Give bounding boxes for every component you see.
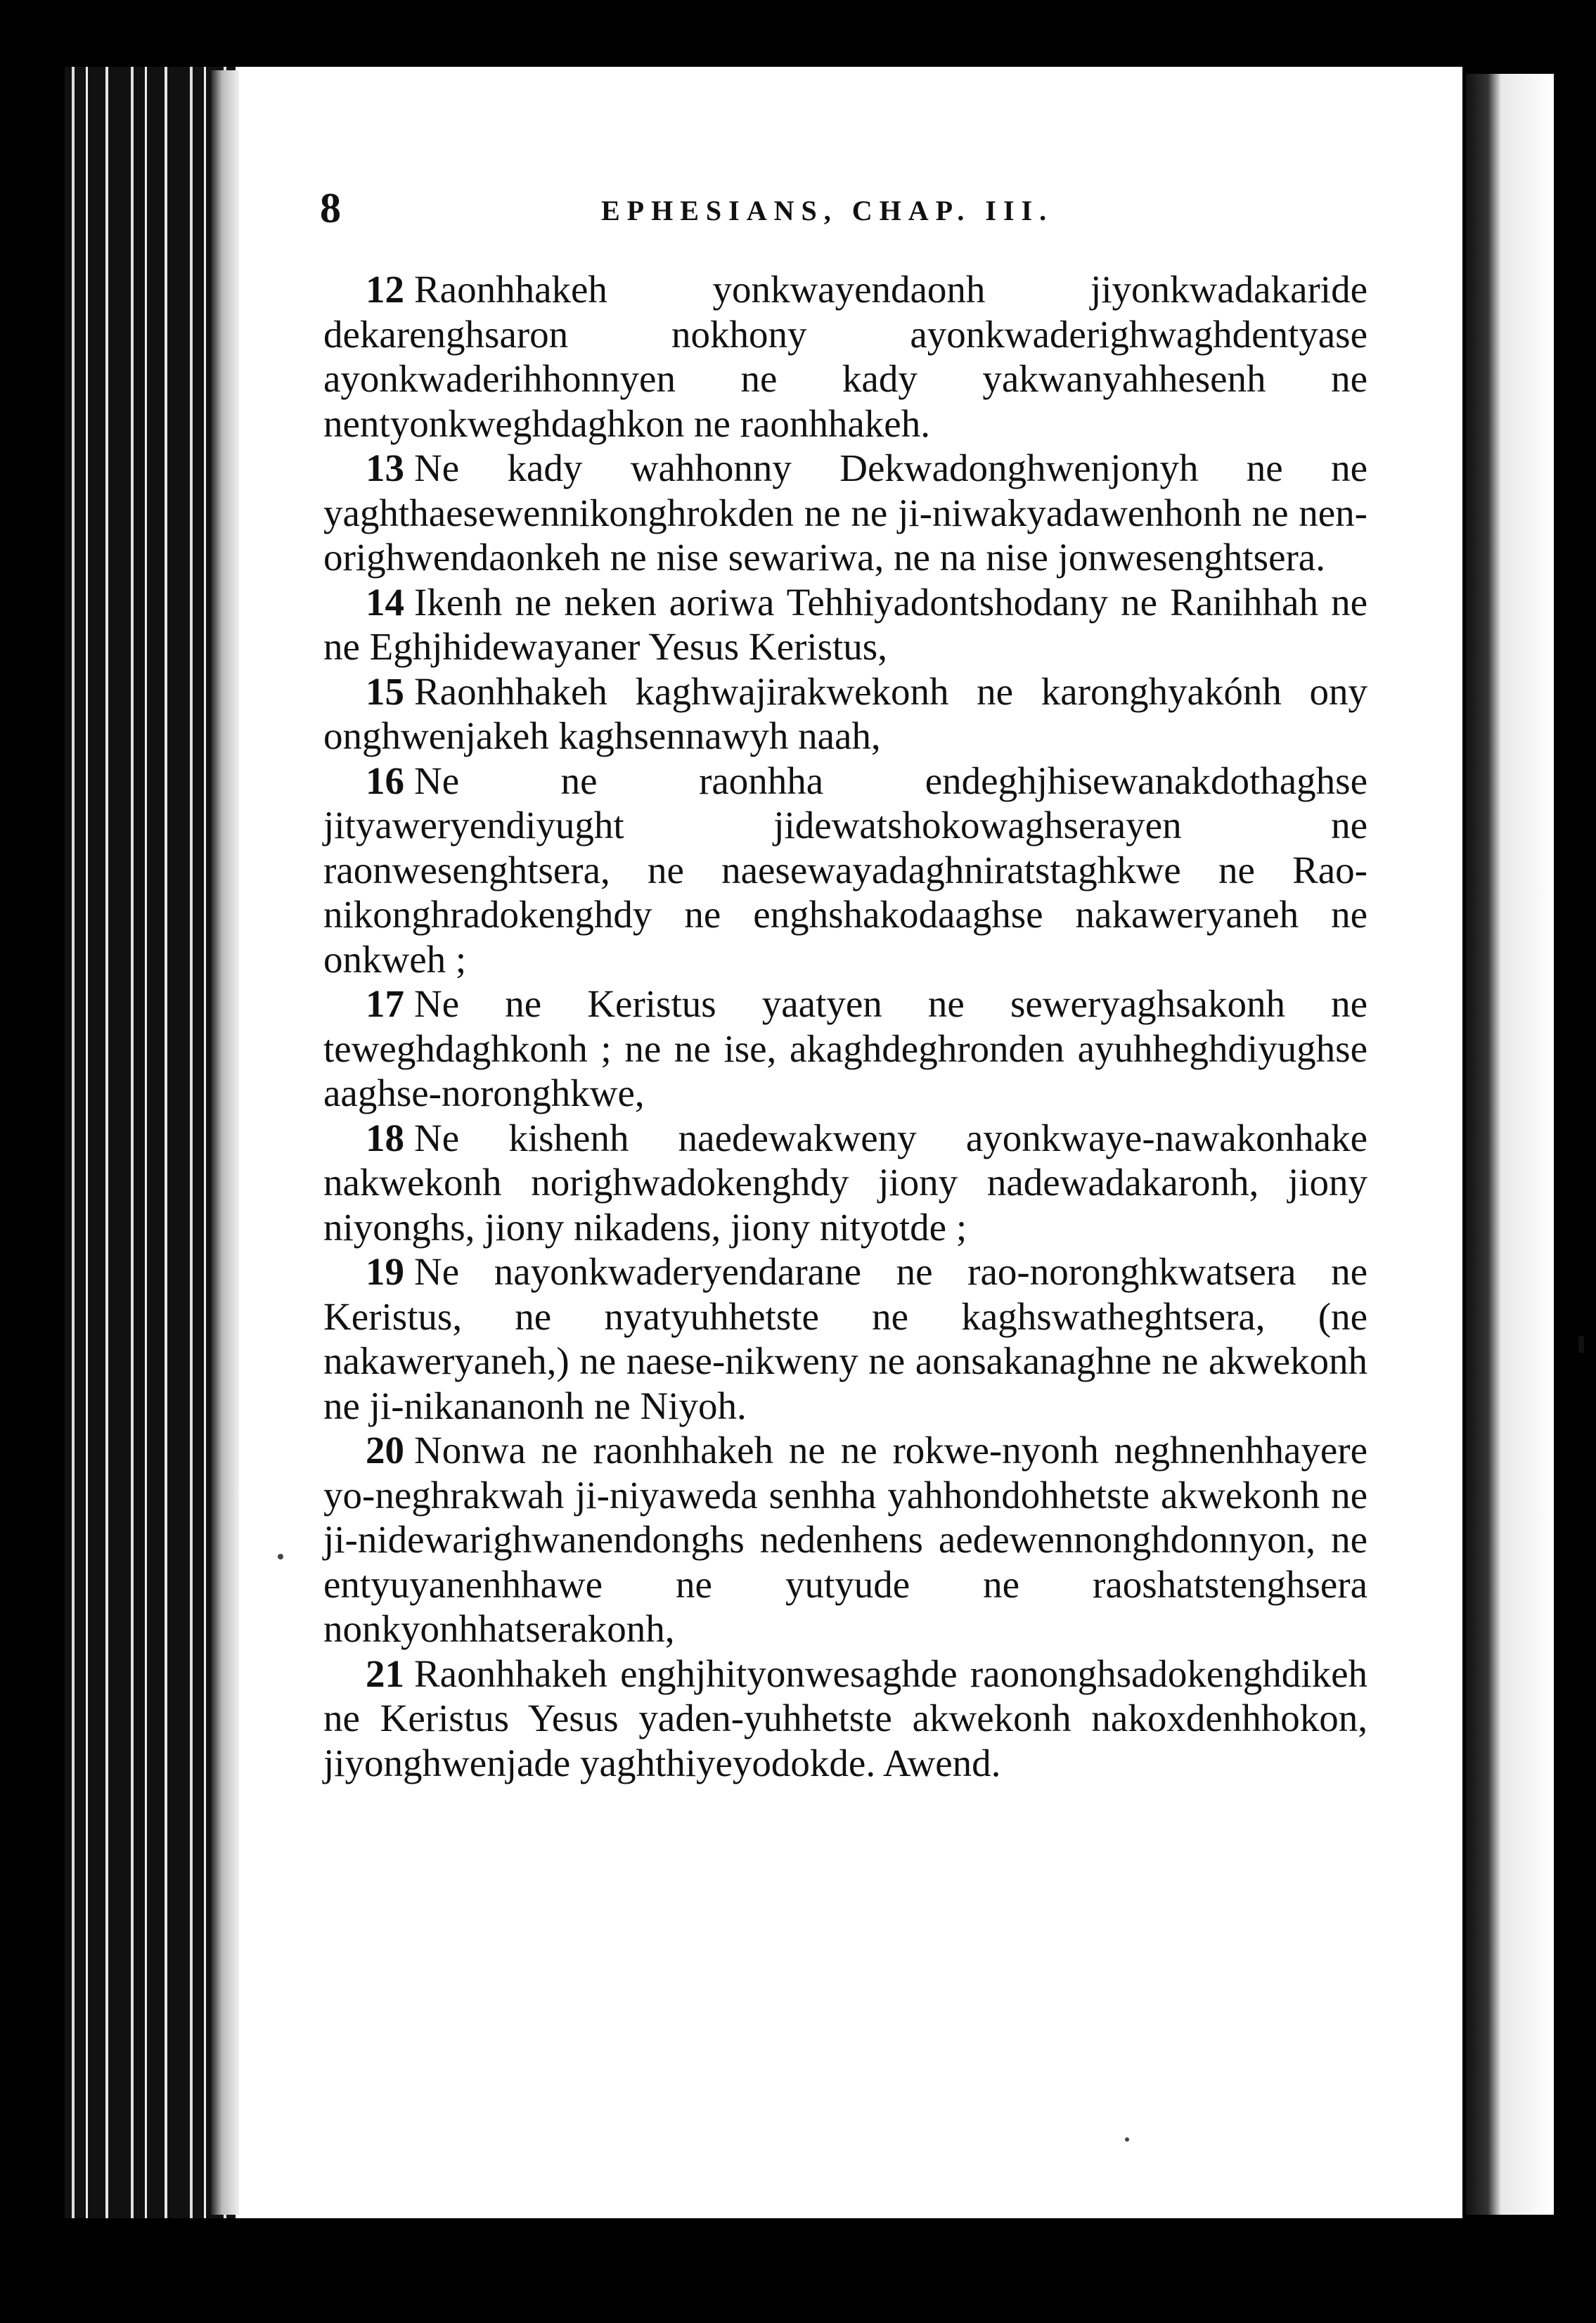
- facing-page-mark: [1578, 1336, 1584, 1353]
- verse-15: [323, 669, 1367, 759]
- verse-text: Raonhhakeh yonkwayendaonh jiyonkwadakaride dekarenghsaron nokhony ayonkwaderighwaghdentyase ayonkwaderihhonnyen ne kady yakwanyahhesenh ne nentyonkweghdaghkon ne raonhhakeh.: [323, 268, 1367, 445]
- page-number: 8: [320, 185, 341, 231]
- verse-number: 14: [366, 580, 404, 624]
- verse-text: Raonhhakeh enghjhityonwesaghde raononghsadokenghdikeh ne Keristus Yesus yaden-yuhhetste akwekonh nakoxdenhhokon, jiyonghwenjade yaghthiyeyodokde. Awend.: [323, 1652, 1367, 1784]
- page-header: [320, 184, 1276, 240]
- verse-number: 21: [366, 1652, 404, 1695]
- scripture-text: [323, 267, 1367, 1785]
- facing-page-edge: [1466, 74, 1554, 2215]
- running-title: EPHESIANS, CHAP. III.: [601, 195, 1054, 226]
- verse-number: 12: [366, 268, 404, 311]
- verse-19: [323, 1249, 1367, 1428]
- verse-21: [323, 1652, 1367, 1786]
- verse-20: [323, 1428, 1367, 1652]
- verse-text: Ne ne Keristus yaatyen ne seweryaghsakonh ne teweghdaghkonh ; ne ne ise, akaghdeghronden ayuhheghdiyughse aaghse-noronghkwe,: [323, 982, 1367, 1114]
- verse-number: 16: [366, 759, 404, 802]
- verse-text: Raonhhakeh kaghwajirakwekonh ne karonghyakónh ony onghwenjakeh kaghsennawyh naah,: [323, 669, 1367, 757]
- verse-text: Ne kishenh naedewakweny ayonkwaye-nawakonhake nakwekonh norighwadokenghdy jiony nadewadakaronh, jiony niyonghs, jiony nikadens, jiony nityotde ;: [323, 1116, 1367, 1249]
- verse-number: 13: [366, 446, 404, 489]
- verse-13: [323, 446, 1367, 580]
- verse-12: [323, 267, 1367, 446]
- verse-number: 19: [366, 1250, 404, 1293]
- verse-text: Ne ne raonhha endeghjhisewanakdothaghse jityaweryendiyught jidewatshokowaghserayen ne raonwesenghtsera, ne naesewayadaghniratstaghkwe ne Rao-nikonghradokenghdy ne enghshakodaaghse nakaweryaneh ne onkweh ;: [323, 759, 1367, 981]
- page-gutter-shadow: [211, 70, 239, 2215]
- verse-14: [323, 580, 1367, 669]
- verse-text: Ikenh ne neken aoriwa Tehhiyadontshodany ne Ranihhah ne ne Eghjhidewayaner Yesus Keristus,: [323, 580, 1367, 668]
- verse-number: 15: [366, 669, 404, 713]
- verse-number: 20: [366, 1429, 404, 1472]
- verse-17: [323, 982, 1367, 1116]
- verse-text: Ne kady wahhonny Dekwadonghwenjonyh ne ne yaghthaesewennikonghrokden ne ne ji-niwakyadawenhonh ne nen-orighwendaonkeh ne nise sewariwa, ne na nise jonwesenghtsera.: [323, 446, 1367, 579]
- verse-text: Ne nayonkwaderyendarane ne rao-noronghkwatsera ne Keristus, ne nyatyuhhetste ne kaghswatheghtsera, (ne nakaweryaneh,) ne naese-nikweny ne aonsakanaghne ne akwekonh ne ji-nikananonh ne Niyoh.: [323, 1250, 1367, 1427]
- verse-18: [323, 1116, 1367, 1250]
- verse-number: 18: [366, 1116, 404, 1159]
- print-speck: [1125, 2137, 1129, 2142]
- print-speck: [278, 1554, 283, 1559]
- verse-text: Nonwa ne raonhhakeh ne ne rokwe-nyonh neghnenhhayere yo-neghrakwah ji-niyaweda senhha yahhondohhetste akwekonh ne ji-nidewarighwanendonghs nedenhens aedewennonghdonnyon, ne entyuyanenhhawe ne yutyude ne raoshatstenghsera nonkyonhhatserakonh,: [323, 1429, 1367, 1650]
- verse-16: [323, 759, 1367, 982]
- verse-number: 17: [366, 982, 404, 1025]
